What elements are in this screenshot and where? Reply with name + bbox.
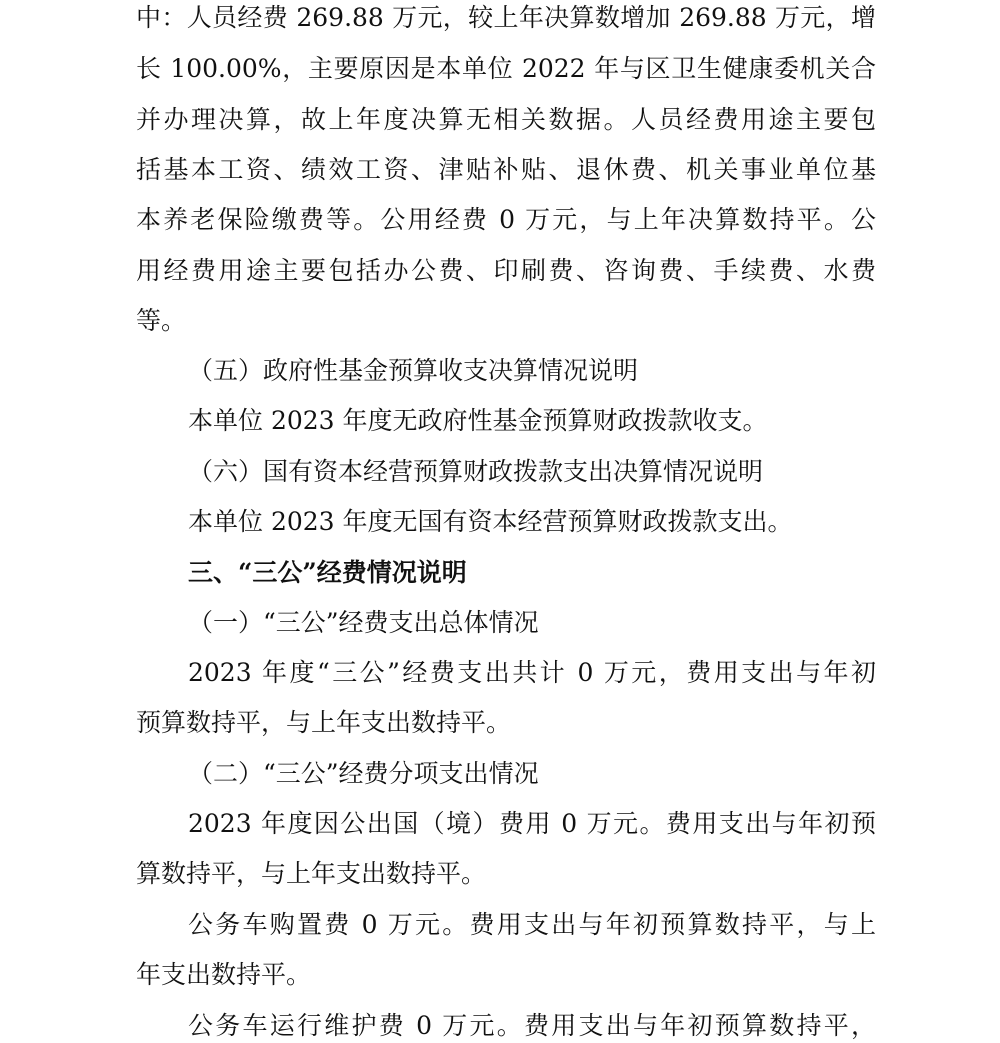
section-6-text: 本单位 2023 年度无国有资本经营预算财政拨款支出。: [188, 507, 793, 536]
subsection-heading-2: （二）“三公”经费分项支出情况: [188, 759, 539, 788]
paragraph-line: 2023 年度因公出国（境）费用 0 万元。费用支出与年初预: [188, 809, 876, 838]
paragraph-line: 预算数持平，与上年支出数持平。: [136, 708, 512, 737]
section-heading-6: （六）国有资本经营预算财政拨款支出决算情况说明: [188, 457, 764, 486]
section-heading-5: （五）政府性基金预算收支决算情况说明: [188, 356, 639, 385]
paragraph-line: 算数持平，与上年支出数持平。: [136, 859, 487, 888]
paragraph-line: 公务车运行维护费 0 万元。费用支出与年初预算数持平，: [188, 1011, 876, 1040]
part-3-heading: 三、“三公”经费情况说明: [188, 558, 467, 587]
paragraph-line: 用经费用途主要包括办公费、印刷费、咨询费、手续费、水费: [136, 256, 876, 285]
paragraph-line: 年支出数持平。: [136, 960, 312, 989]
paragraph-line: 等。: [136, 306, 187, 335]
section-5-text: 本单位 2023 年度无政府性基金预算财政拨款收支。: [188, 406, 768, 435]
paragraph-line: 公务车购置费 0 万元。费用支出与年初预算数持平，与上: [188, 910, 876, 939]
paragraph-line: 并办理决算，故上年度决算无相关数据。人员经费用途主要包: [136, 105, 876, 134]
paragraph-line: 2023 年度“三公”经费支出共计 0 万元，费用支出与年初: [188, 658, 876, 687]
paragraph-line: 长 100.00%，主要原因是本单位 2022 年与区卫生健康委机关合: [136, 54, 876, 83]
paragraph-line: 本养老保险缴费等。公用经费 0 万元，与上年决算数持平。公: [136, 205, 876, 234]
paragraph-line: 中：人员经费 269.88 万元，较上年决算数增加 269.88 万元，增: [136, 3, 876, 32]
paragraph-line: 括基本工资、绩效工资、津贴补贴、退休费、机关事业单位基: [136, 155, 876, 184]
subsection-heading-1: （一）“三公”经费支出总体情况: [188, 608, 539, 637]
